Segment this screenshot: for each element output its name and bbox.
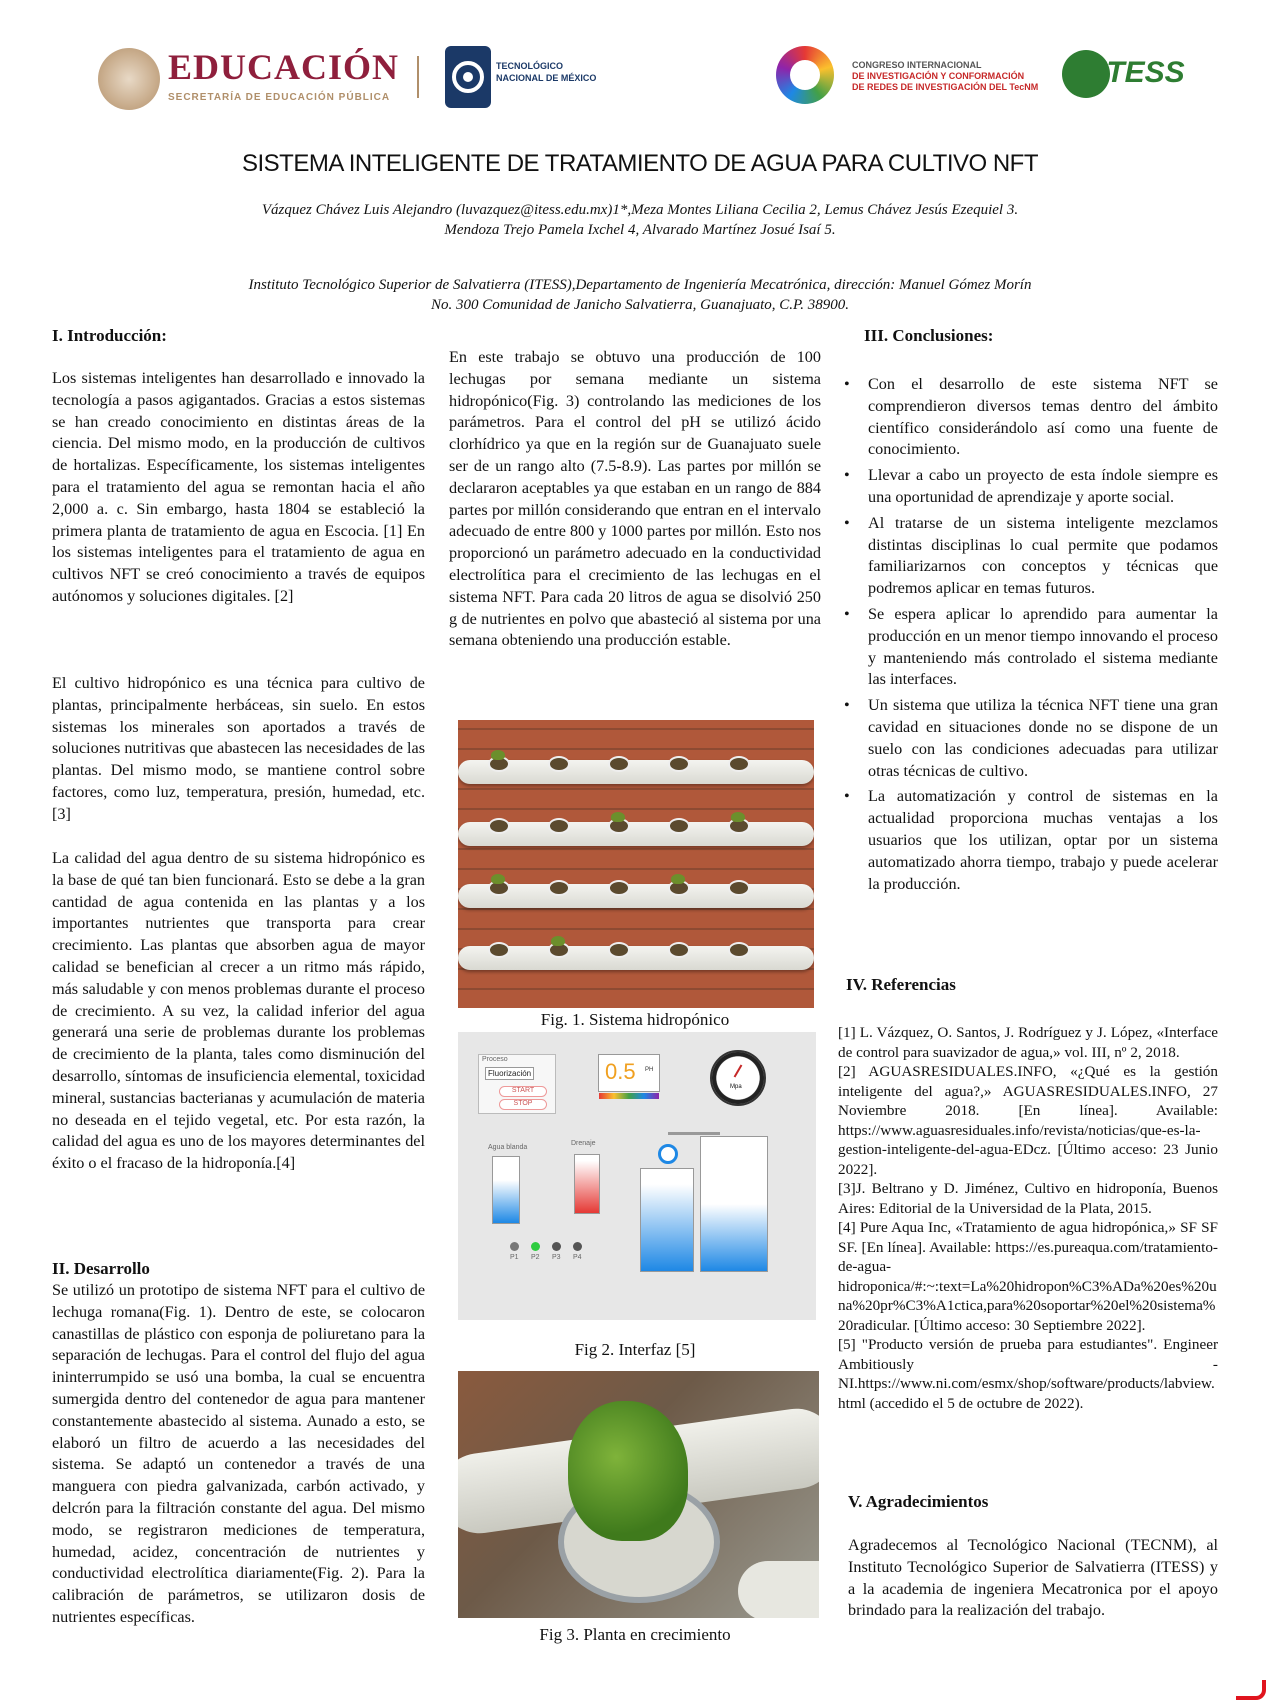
conclusion-item: • Se espera aplicar lo aprendido para aumentar la producción en un menor tiempo innovando el proceso y manteniendo más controlado el sistema mediante las interfaces. [844,604,1218,689]
referencias-heading: IV. Referencias [846,975,956,994]
drain-label: Drenaje [571,1140,596,1147]
conclusion-text: La automatización y control de sistemas en la actualidad proporciona muchas ventajas a los usuarios que los utilizan, optar por un sistema automatizado ahorra tiempo, trabajo y puede acelerar la producción. [868,787,1218,893]
ph-display [598,1054,660,1092]
start-button: START [499,1086,547,1097]
gauge-needle [734,1064,743,1077]
gauge-unit: Mpa [730,1084,742,1090]
led-label-3: P3 [552,1254,561,1261]
pressure-gauge-icon [710,1050,766,1106]
stop-button: STOP [499,1099,547,1110]
status-led-1 [510,1242,519,1251]
reference-item: [4] Pure Aqua Inc, «Tratamiento de agua hidropónica,» SF SF SF. [En línea]. Available: https://es.pureaqua.com/tratamiento-de-agua-hidroponica/#:~:text=La%20hidropon%C3%ADa%20es%20una%20pr%C3%A1ctica,para%20soportar%20el%20sistema%20radicular. [Último acceso: 30 Septiembre 2022]. [838,1219,1218,1334]
conclusion-text: Se espera aplicar lo aprendido para aumentar la producción en un menor tiempo innovando el proceso y manteniendo más controlado el sistema mediante las interfaces. [868,604,1218,689]
status-led-3 [552,1242,561,1251]
desarrollo-paragraph-1: Se utilizó un prototipo de sistema NFT para el cultivo de lechuga romana(Fig. 1). Dentro de este, se colocaron canastillas de plástico con esponja de poliuretano para la separación de lechugas. Para el control del flujo del agua ininterrumpido se usó una bomba, la cual se encuentra sumergida dentro del contenedor de agua para mantener constantemente abastecido al sistema. Aunado a esto, se elaboró un filtro de acuerdo a las necesidades del sistema. Se adaptó un contenedor a través de una manguera con piedra galvanizada, carbón activado, y delcrón para la filtración constante del agua. Del mismo modo, se registraron mediciones de temperatura, humedad, acidez, concentración de nutrientes y conductividad electrolítica diariamente(Fig. 2). Para la calibración de parámetros, se utilizaron dosis de nutrientes específicas. [52,1281,425,1626]
figure-1-hydroponic-system [458,720,814,1008]
conclusion-item: • Con el desarrollo de este sistema NFT se comprendieron diversos temas dentro del ámbito científico considerándolo así como una fuente de conocimiento. [844,375,1218,459]
reference-item: [5] "Producto versión de prueba para estudiantes". Engineer Ambitiously - NI.https://www.ni.com/esmx/shop/software/products/labview.html (accedido el 5 de octubre de 2022). [838,1336,1218,1412]
itess-logo-text: ITESS [1098,56,1185,89]
conclusion-text: Al tratarse de un sistema inteligente mezclamos distintas disciplinas lo cual permite que podamos familiarizarnos con conceptos y técnicas que podremos aplicar en temas futuros. [868,513,1218,598]
intro-paragraph-1: Los sistemas inteligentes han desarrollado e innovado la tecnología a pasos agigantados. Gracias a estos sistemas se han creado conocimiento en distintas áreas de la ciencia. Del mismo modo, en la producción de cultivos de hortalizas. Específicamente, los sistemas inteligentes para el tratamiento del agua se remontan hacia el año 2,000 a. c. Sin embargo, hasta 1804 se estableció la primera planta de tratamiento de agua en Escocia. [1] En los sistemas inteligentes para el tratamiento de agua en cultivos NFT se creó conocimiento a través de equipos autónomos y soluciones digitales. [2] [52,369,425,605]
intro-paragraph-2: El cultivo hidropónico es una técnica para cultivo de plantas, principalmente herbáceas, sin suelo. En estos sistemas los minerales son aportados a través de soluciones nutritivas que abastecen las necesidades de las plantas. Del mismo modo, se mantiene control sobre factores, como luz, temperatura, presión, humedad, etc.[3] [52,674,425,823]
conclusion-item: • Llevar a cabo un proyecto de esta índole siempre es una oportunidad de aprendizaje y aporte social. [844,466,1218,506]
main-tank-right [700,1136,768,1272]
led-label-4: P4 [573,1254,582,1261]
congress-line3: DE REDES DE INVESTIGACIÓN DEL TecNM [852,82,1039,92]
figure-2-interface-screenshot [458,1032,816,1320]
led-label-1: P1 [510,1254,519,1261]
conclusiones-list [838,374,1218,899]
edu-logo-subtitle: SECRETARÍA DE EDUCACIÓN PÚBLICA [168,92,391,103]
references-list [838,1023,1218,1413]
status-led-4 [573,1242,582,1251]
ph-color-scale [599,1093,659,1099]
status-led-2 [531,1242,540,1251]
tank-pipe [668,1132,720,1135]
conclusion-text: Un sistema que utiliza la técnica NFT tiene una gran cavidad en situaciones donde no se dispone de un suelo con las condiciones adecuadas para utilizar otras técnicas de cultivo. [868,696,1218,780]
tecnm-logo-line2: NACIONAL DE MÉXICO [496,73,597,83]
intro-heading: I. Introducción: [52,326,167,345]
soft-water-label: Agua blanda [488,1144,528,1151]
conclusion-item: • Un sistema que utiliza la técnica NFT tiene una gran cavidad en situaciones donde no se dispone de un suelo con las condiciones adecuadas para utilizar otras técnicas de cultivo. [844,696,1218,780]
conclusion-text: Con el desarrollo de este sistema NFT se comprendieron diversos temas dentro del ámbito científico considerándolo así como una fuente de conocimiento. [868,375,1218,459]
process-panel-title: Proceso [482,1056,508,1063]
ph-unit: PH [645,1067,654,1073]
corner-mark-icon [1236,1680,1266,1700]
agradecimientos-text: Agradecemos al Tecnológico Nacional (TECNM), al Instituto Tecnológico Superior de Salvatierra (ITESS) y a la academia de ingeniera Mecatronica por el apoyo brindado para la realización del trabajo. [848,1536,1218,1620]
conclusion-item: • Al tratarse de un sistema inteligente mezclamos distintas disciplinas lo cual permite que podamos familiarizarnos con conceptos y técnicas que podremos aplicar en temas futuros. [844,513,1218,598]
tecnm-gear-icon [445,46,491,108]
drain-tank [574,1154,600,1214]
congress-line2: DE INVESTIGACIÓN Y CONFORMACIÓN [852,71,1025,81]
congress-logo-icon [776,46,834,104]
conclusiones-heading: III. Conclusiones: [864,326,994,345]
desarrollo-paragraph-2: En este trabajo se obtuvo una producción de 100 lechugas por semana mediante un sistema hidropónico(Fig. 3) controlando las mediciones de los parámetros. Para el control del pH se utilizó ácido clorhídrico ya que en la región sur de Guanajuato suele ser de un rango alto (7.5-8.9). Las partes por millón se declararon aceptables ya que estaban en un rango de 884 partes por millón considerando que entran en el intervalo adecuado de entre 800 y 1000 partes por millón. Esto nos proporcionó un parámetro adecuado en la conductividad electrolítica para el crecimiento de las lechugas en el sistema NFT. Para cada 20 litros de agua se disolvió 250 g de nutrientes en polvo que abasteció al sistema por una semana obteniendo una producción estable. [449,348,821,650]
intro-paragraph-3: La calidad del agua dentro de su sistema hidropónico es la base de qué tan bien funcionará. Esto se debe a la gran cantidad de agua contenida en las plantas y a los importantes nutrientes que transporta para crear crecimiento. Las plantas que absorben agua de mayor calidad se benefician al crecer a un ritmo más rápido, más saludable y con menos problemas durante el proceso de crecimiento. A su vez, la calidad inferior del agua generará una serie de problemas durante los problemas de crecimiento de la planta, tales como disminución del desarrollo, síntomas de insuficiencia elemental, toxicidad mineral, sustancias bacterianas y acumulación de materia no deseada en el tejido vegetal, etc. Por esta razón, la calidad del agua es uno de los mayores determinantes del éxito o el fracaso de la hidroponía.[4] [52,849,425,1173]
conclusion-item: • La automatización y control de sistemas en la actualidad proporciona muchas ventajas a los usuarios que los utilizan, optar por un sistema automatizado ahorra tiempo, trabajo y puede acelerar la producción. [844,787,1218,893]
led-label-2: P2 [531,1254,540,1261]
figure-3-caption: Fig 3. Planta en crecimiento [539,1625,731,1644]
figure-3-plant-growing [458,1371,819,1618]
fluorization-field: Fluorización [485,1067,534,1080]
figure-1-caption: Fig. 1. Sistema hidropónico [540,1010,730,1029]
paper-affiliation: Instituto Tecnológico Superior de Salvatierra (ITESS),Departamento de Ingeniería Mecatrónica, dirección: Manuel Gómez Morín No. 300 Comunidad de Janicho Salvatierra, Guanajuato, C.P. 38900. [248,277,1032,313]
edu-logo-text: EDUCACIÓN [168,47,400,87]
reference-item: [3]J. Beltrano y D. Jiménez, Cultivo en hidroponía, Buenos Aires: Editorial de la Universidad de la Plata, 2015. [838,1180,1218,1217]
congress-logo-text [852,60,1038,93]
main-tank-left [640,1168,694,1272]
reference-item: [1] L. Vázquez, O. Santos, J. Rodríguez y J. López, «Interface de control para suavizador de agua,» vol. III, nº 2, 2018. [838,1024,1218,1061]
level-indicator-icon [658,1144,678,1164]
mexico-seal-icon [98,48,160,110]
desarrollo-heading: II. Desarrollo [52,1259,150,1278]
ph-value: 0.5 [605,1059,636,1084]
conclusion-text: Llevar a cabo un proyecto de esta índole siempre es una oportunidad de aprendizaje y aporte social. [868,466,1218,506]
figure-2-caption: Fig 2. Interfaz [5] [574,1340,696,1359]
congress-line1: CONGRESO INTERNACIONAL [852,60,982,70]
tecnm-logo-line1: TECNOLÓGICO [496,61,563,71]
reference-item: [2] AGUASRESIDUALES.INFO, «¿Qué es la gestión inteligente del agua?,» AGUASRESIDUALES.INFO, 27 Noviembre 2018. [En línea]. Available: https://www.aguasresiduales.info/revista/noticias/que-es-la-gestion-inteligente-del-agua-EDcz. [Último acceso: 23 Junio 2022]. [838,1063,1218,1178]
tecnm-logo-text [496,60,596,84]
header-logos [0,38,1280,128]
process-panel [478,1054,556,1114]
soft-water-tank [492,1156,520,1224]
logo-separator [417,56,419,98]
paper-authors: Vázquez Chávez Luis Alejandro (luvazquez@itess.edu.mx)1*,Meza Montes Liliana Cecilia 2, Lemus Chávez Jesús Ezequiel 3. Mendoza Trejo Pamela Ixchel 4, Alvarado Martínez Josué Isaí 5. [261,202,1019,238]
agradecimientos-heading: V. Agradecimientos [848,1492,989,1511]
paper-title: SISTEMA INTELIGENTE DE TRATAMIENTO DE AGUA PARA CULTIVO NFT [242,150,1038,177]
